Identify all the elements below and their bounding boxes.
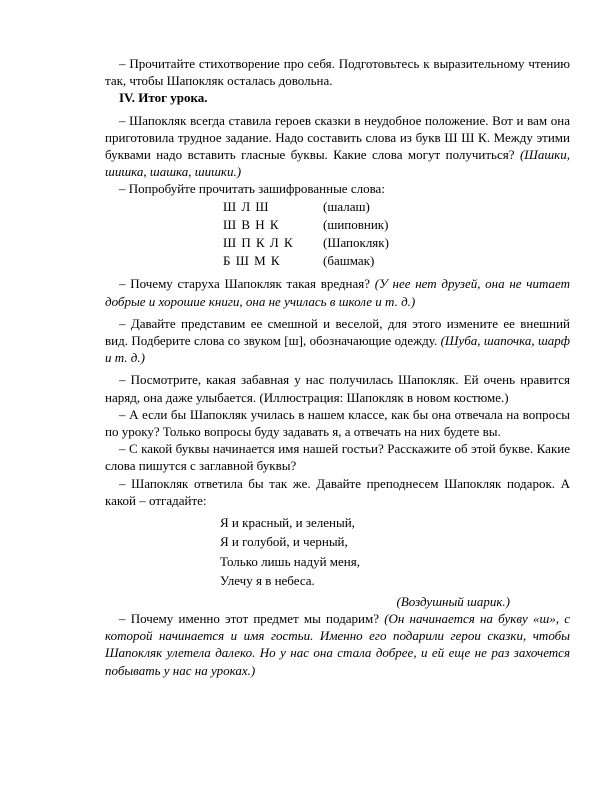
cipher-answer: (Шапокляк) xyxy=(323,235,389,251)
document-page xyxy=(105,55,570,679)
cipher-table xyxy=(223,198,389,271)
clothes-answer: (Шуба, шапочка, шарф и т. д.) xyxy=(105,333,571,366)
riddle-answer xyxy=(105,593,570,610)
paragraph-task xyxy=(105,112,570,181)
paragraph-class-questions: – А если бы Шапокляк училась в нашем классе, как бы она отвечала на вопросы по уроку? Только вопросы буду задавать я, а отвечать на них будете вы. xyxy=(105,406,570,440)
paragraph-illustration: – Посмотрите, какая забавная у нас получилась Шапокляк. Ей очень нравится наряд, она даже улыбается. (Иллюстрация: Шапокляк в новом костюме.) xyxy=(105,372,570,405)
poem-line: Улечу я в небеса. xyxy=(220,573,315,589)
riddle-poem xyxy=(220,513,570,591)
poem-line: Только лишь надуй меня, xyxy=(220,553,360,569)
cipher-row xyxy=(223,216,389,234)
why-mean-text: – Почему старуха Шапокляк такая вредная? xyxy=(119,276,371,292)
paragraph-read-poem: – Прочитайте стихотворение про себя. Подготовьтесь к выразительному чтению так, чтобы Шапокляк осталась довольна. xyxy=(105,56,570,89)
why-mean-answer: (У нее нет друзей, она не читает добрые и хорошие книги, она не училась в школе и т. д.) xyxy=(105,276,571,309)
paragraph-why-gift xyxy=(105,610,570,679)
cipher-code: Ш Л Ш xyxy=(223,198,269,214)
cipher-code: Ш П К Л К xyxy=(223,235,293,251)
cipher-row xyxy=(223,198,389,216)
task-text: – Шапокляк всегда ставила героев сказки в неудобное положение. Вот и вам она приготовила трудное задание. Надо составить слова из букв Ш Ш К. Между этими буквами надо вставить гласные буквы. Какие слова могут получиться? xyxy=(105,112,570,163)
paragraph-cipher-intro: – Попробуйте прочитать зашифрованные слова: xyxy=(119,181,385,197)
task-answer: (Шашки, шишка, шашка, шишки.) xyxy=(105,147,570,180)
paragraph-letter: – С какой буквы начинается имя нашей гостьи? Расскажите об этой букве. Какие слова пишутся с заглавной буквы? xyxy=(105,441,570,474)
section-heading: IV. Итог урока. xyxy=(119,90,208,106)
cipher-answer: (башмак) xyxy=(323,253,375,269)
why-gift-answer: (Он начинается на букву «ш», с которой начинается и имя гостьи. Именно его подарили герои сказки, чтобы Шапокляк улетела далеко. Но у нас она стала добрее, и ей еще не раз захочется побывать у нас на уроках.) xyxy=(105,610,570,678)
cipher-answer: (шалаш) xyxy=(323,198,370,214)
why-gift-text: – Почему именно этот предмет мы подарим? xyxy=(119,610,379,626)
cipher-code: Б Ш М К xyxy=(223,253,280,269)
riddle-answer-text: (Воздушный шарик.) xyxy=(396,593,510,609)
paragraph-clothes xyxy=(105,315,570,367)
cipher-answer: (шиповник) xyxy=(323,216,389,232)
cipher-code: Ш В Н К xyxy=(223,216,279,232)
poem-line: Я и красный, и зеленый, xyxy=(220,515,355,531)
cipher-row xyxy=(223,252,389,270)
poem-line: Я и голубой, и черный, xyxy=(220,534,348,550)
paragraph-gift: – Шапокляк ответила бы так же. Давайте преподнесем Шапокляк подарок. А какой – отгадайте: xyxy=(105,475,570,508)
clothes-text: – Давайте представим ее смешной и веселой, для этого измените ее внешний вид. Подберите слова со звуком [ш], обозначающие одежду. xyxy=(105,315,570,349)
cipher-row xyxy=(223,234,389,252)
paragraph-why-mean xyxy=(105,275,570,309)
